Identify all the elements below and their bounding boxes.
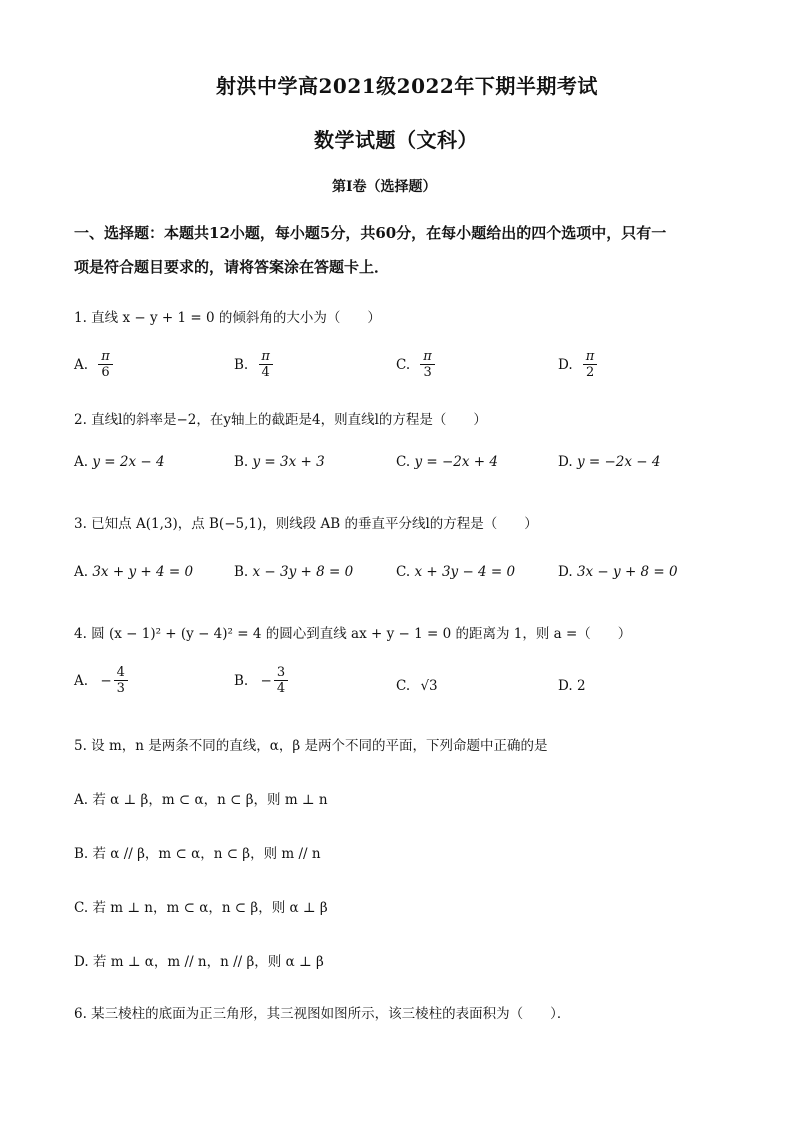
option-label: C. bbox=[396, 678, 411, 694]
q1-option-b bbox=[234, 350, 273, 381]
question-3-stem: 3. 已知点 A(1,3)，点 B(−5,1)，则线段 AB 的垂直平分线l的方程是（ ） bbox=[74, 516, 538, 532]
option-label: C. bbox=[74, 900, 89, 916]
fraction bbox=[114, 666, 128, 697]
q2-option-d bbox=[558, 454, 660, 470]
q2-option-c bbox=[396, 454, 498, 470]
denominator: 3 bbox=[114, 680, 128, 696]
q1-option-c bbox=[396, 350, 435, 381]
q4-option-d bbox=[558, 678, 586, 694]
exam-title: 射洪中学高2021级2022年下期半期考试 bbox=[216, 74, 598, 98]
numerator: 4 bbox=[116, 665, 125, 680]
option-label: B. bbox=[234, 356, 249, 373]
fraction bbox=[420, 350, 434, 381]
denominator: 4 bbox=[274, 680, 288, 696]
option-label: B. bbox=[234, 672, 249, 689]
option-text: y = −2x − 4 bbox=[576, 454, 661, 470]
minus-sign: − bbox=[100, 672, 112, 689]
denominator: 2 bbox=[583, 364, 597, 380]
option-label: D. bbox=[558, 356, 573, 373]
numerator: π bbox=[423, 349, 432, 364]
option-label: D. bbox=[558, 678, 573, 694]
numerator: π bbox=[261, 349, 270, 364]
section-instructions-line2: 项是符合题目要求的，请将答案涂在答题卡上． bbox=[74, 258, 390, 276]
numerator: π bbox=[101, 349, 110, 364]
q3-option-b bbox=[234, 564, 353, 580]
q3-option-c bbox=[396, 564, 515, 580]
denominator: 6 bbox=[98, 364, 112, 380]
option-label: A. bbox=[74, 356, 89, 373]
option-text: x − 3y + 8 = 0 bbox=[252, 564, 354, 580]
option-text: x + 3y − 4 = 0 bbox=[414, 564, 516, 580]
question-2-stem: 2. 直线l的斜率是−2，在y轴上的截距是4，则直线l的方程是（ ） bbox=[74, 412, 487, 428]
option-text: 2 bbox=[576, 678, 586, 694]
fraction bbox=[98, 350, 112, 381]
option-text: y = −2x + 4 bbox=[414, 454, 498, 470]
option-label: A. bbox=[74, 792, 89, 808]
option-text: y = 2x − 4 bbox=[92, 454, 165, 470]
part-heading: 第Ⅰ卷（选择题） bbox=[332, 179, 437, 195]
option-label: C. bbox=[396, 356, 411, 373]
q3-option-d bbox=[558, 564, 678, 580]
q4-option-b bbox=[234, 666, 288, 697]
q3-option-a bbox=[74, 564, 193, 580]
option-label: B. bbox=[234, 564, 249, 580]
section-instructions-line1: 一、选择题：本题共12小题，每小题5分，共60分，在每小题给出的四个选项中，只有一 bbox=[74, 224, 667, 242]
option-text: y = 3x + 3 bbox=[252, 454, 325, 470]
numerator: 3 bbox=[276, 665, 286, 680]
option-label: A. bbox=[74, 454, 89, 470]
option-text: 3x + y + 4 = 0 bbox=[92, 564, 194, 580]
fraction bbox=[259, 350, 273, 381]
q1-option-d bbox=[558, 350, 597, 381]
q5-option-c bbox=[74, 896, 328, 916]
numerator: π bbox=[585, 349, 595, 364]
option-label: D. bbox=[558, 454, 573, 470]
option-text: 3x − y + 8 = 0 bbox=[576, 564, 678, 580]
question-1-stem: 1. 直线 x − y + 1 = 0 的倾斜角的大小为（ ） bbox=[74, 310, 381, 326]
fraction bbox=[583, 350, 597, 381]
option-label: C. bbox=[396, 454, 411, 470]
option-text: √3 bbox=[420, 678, 438, 694]
question-4-stem: 4. 圆 (x − 1)² + (y − 4)² = 4 的圆心到直线 ax + y − 1 = 0 的距离为 1，则 a =（ ） bbox=[74, 626, 632, 642]
q4-option-c bbox=[396, 678, 438, 694]
q2-option-b bbox=[234, 454, 325, 470]
option-label: C. bbox=[396, 564, 411, 580]
denominator: 4 bbox=[259, 364, 273, 380]
option-label: B. bbox=[234, 454, 249, 470]
option-label: B. bbox=[74, 846, 89, 862]
q5-option-b bbox=[74, 842, 321, 862]
option-text: 若 α // β，m ⊂ α，n ⊂ β，则 m // n bbox=[92, 846, 321, 862]
q5-option-a bbox=[74, 788, 328, 808]
exam-subject: 数学试题（文科） bbox=[314, 128, 478, 152]
option-label: D. bbox=[74, 954, 89, 970]
question-5-stem: 5. 设 m，n 是两条不同的直线，α，β 是两个不同的平面，下列命题中正确的是 bbox=[74, 738, 548, 754]
option-text: 若 m ⊥ α，m // n，n // β，则 α ⊥ β bbox=[92, 954, 324, 970]
denominator: 3 bbox=[420, 364, 434, 380]
question-6-stem: 6. 某三棱柱的底面为正三角形，其三视图如图所示，该三棱柱的表面积为（ ）． bbox=[74, 1006, 571, 1022]
fraction bbox=[274, 666, 288, 697]
option-text: 若 α ⊥ β，m ⊂ α，n ⊂ β，则 m ⊥ n bbox=[92, 792, 328, 808]
q4-option-a bbox=[74, 666, 128, 697]
q2-option-a bbox=[74, 454, 165, 470]
option-label: A. bbox=[74, 564, 89, 580]
q5-option-d bbox=[74, 950, 324, 970]
minus-sign: − bbox=[260, 672, 272, 689]
q1-option-a bbox=[74, 350, 113, 381]
option-text: 若 m ⊥ n，m ⊂ α，n ⊂ β，则 α ⊥ β bbox=[92, 900, 328, 916]
option-label: D. bbox=[558, 564, 573, 580]
option-label: A. bbox=[74, 672, 89, 689]
